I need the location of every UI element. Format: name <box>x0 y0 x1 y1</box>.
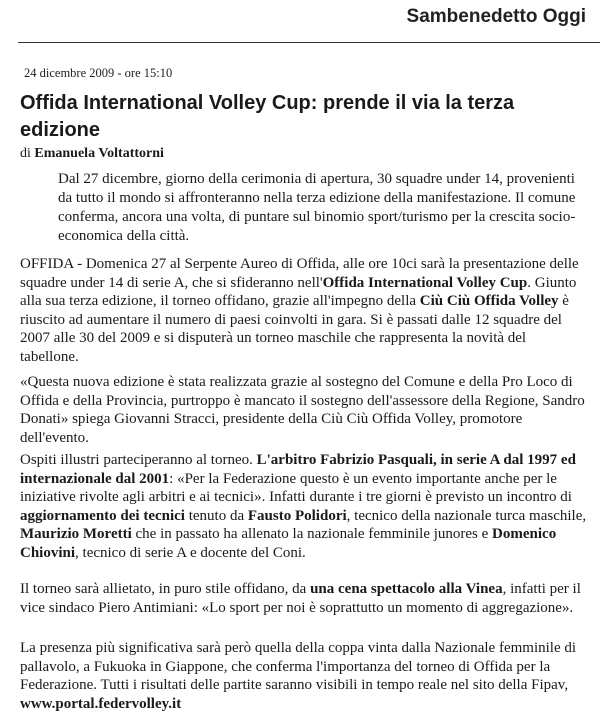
p3-text-e: tenuto da <box>184 507 248 524</box>
paragraph-5 <box>20 639 588 713</box>
p4-text-c: , infatti per il vice sindaco Piero Antimiani: «Lo sport per noi è soprattutto un momento di aggregazione». <box>20 581 581 616</box>
p1-event-name: Offida International Volley Cup <box>322 274 528 291</box>
p3-moretti: Maurizio Moretti <box>20 526 132 542</box>
author-name: Emanuela Voltattorni <box>34 146 164 161</box>
p3-text-i: che in passato ha allenato la nazionale femminile junores e <box>131 526 493 542</box>
p3-text-c: : «Per la Federazione questo è un evento importante anche per le iniziative rivolte agli arbitri e ai tecnici». Infatti durante i tre giorni è previsto un incontro di <box>20 470 572 505</box>
paragraph-3 <box>20 451 588 562</box>
p4-dinner: una cena spettacolo alla Vinea <box>310 581 503 597</box>
paragraph-4 <box>20 580 588 617</box>
byline-prefix: di <box>20 146 31 161</box>
p5-text-a: La presenza più significativa sarà però quella della coppa vinta dalla Nazionale femminile di pallavolo, a Fukuoka in Giappone, che conferma l'importanza del torneo di Offida per la Federazione. Tutti i risultati delle partite saranno visibili in tempo reale nel sito della Fipav, <box>20 640 577 693</box>
federvolley-link[interactable]: www.portal.federvolley.it <box>20 695 182 712</box>
article-title: Offida International Volley Cup: prende il via la terza edizione <box>20 92 515 141</box>
p1-text-a: OFFIDA - Domenica 27 al Serpente Aureo di Offida, alle ore 10ci sarà la presentazione delle squadre under 14 di serie A, che si sfideranno nell' <box>20 256 579 291</box>
p4-text-a: Il torneo sarà allietato, in puro stile offidano, da <box>20 581 311 597</box>
p3-chiovini: Domenico Chiovini <box>20 526 557 561</box>
paragraph-2: «Questa nuova edizione è stata realizzata grazie al sostegno del Comune e della Pro Loco di Offida e della Provincia, purtroppo è mancato il sostegno dell'assessore della Regione, Sandro Donati» spiega Giovanni Stracci, presidente della Ciù Ciù Offida Volley, promotore dell'evento. <box>20 374 585 446</box>
p1-text-c: . Giunto alla sua terza edizione, il torneo offidano, grazie all'impegno della <box>20 274 577 309</box>
p3-polidori: Fausto Polidori <box>247 507 347 524</box>
p3-text-a: Ospiti illustri parteciperanno al torneo. <box>20 452 257 468</box>
newspaper-masthead: Sambenedetto Oggi <box>406 6 586 27</box>
p3-coach-update: aggiornamento dei tecnici <box>20 507 185 524</box>
p3-referee: L'arbitro Fabrizio Pasquali, in serie A dal 1997 ed internazionale dal 2001 <box>20 452 576 487</box>
p1-team-name: Ciù Ciù Offida Volley <box>419 293 559 309</box>
article-date: 24 dicembre 2009 - ore 15:10 <box>24 66 173 80</box>
p3-text-k: , tecnico di serie A e docente del Coni. <box>75 544 306 561</box>
article-lead: Dal 27 dicembre, giorno della cerimonia di apertura, 30 squadre under 14, provenienti da tutto il mondo si affronteranno nella terza edizione della manifestazione. Il comune conferma, ancora una volta, di puntare sul binomio sport/turismo per la crescita socio-economica della città. <box>58 171 576 244</box>
p3-text-g: , tecnico della nazionale turca maschile, <box>346 507 587 524</box>
byline <box>20 146 164 162</box>
paragraph-1 <box>20 255 588 366</box>
p1-text-e: è riuscito ad aumentare il numero di paesi coinvolti in gara. Si è passati dalle 12 squadre del 2007 alle 30 del 2009 e si disputerà un torneo maschile che rappresenta la novità del tabellone. <box>20 293 569 365</box>
header-rule <box>18 42 600 43</box>
